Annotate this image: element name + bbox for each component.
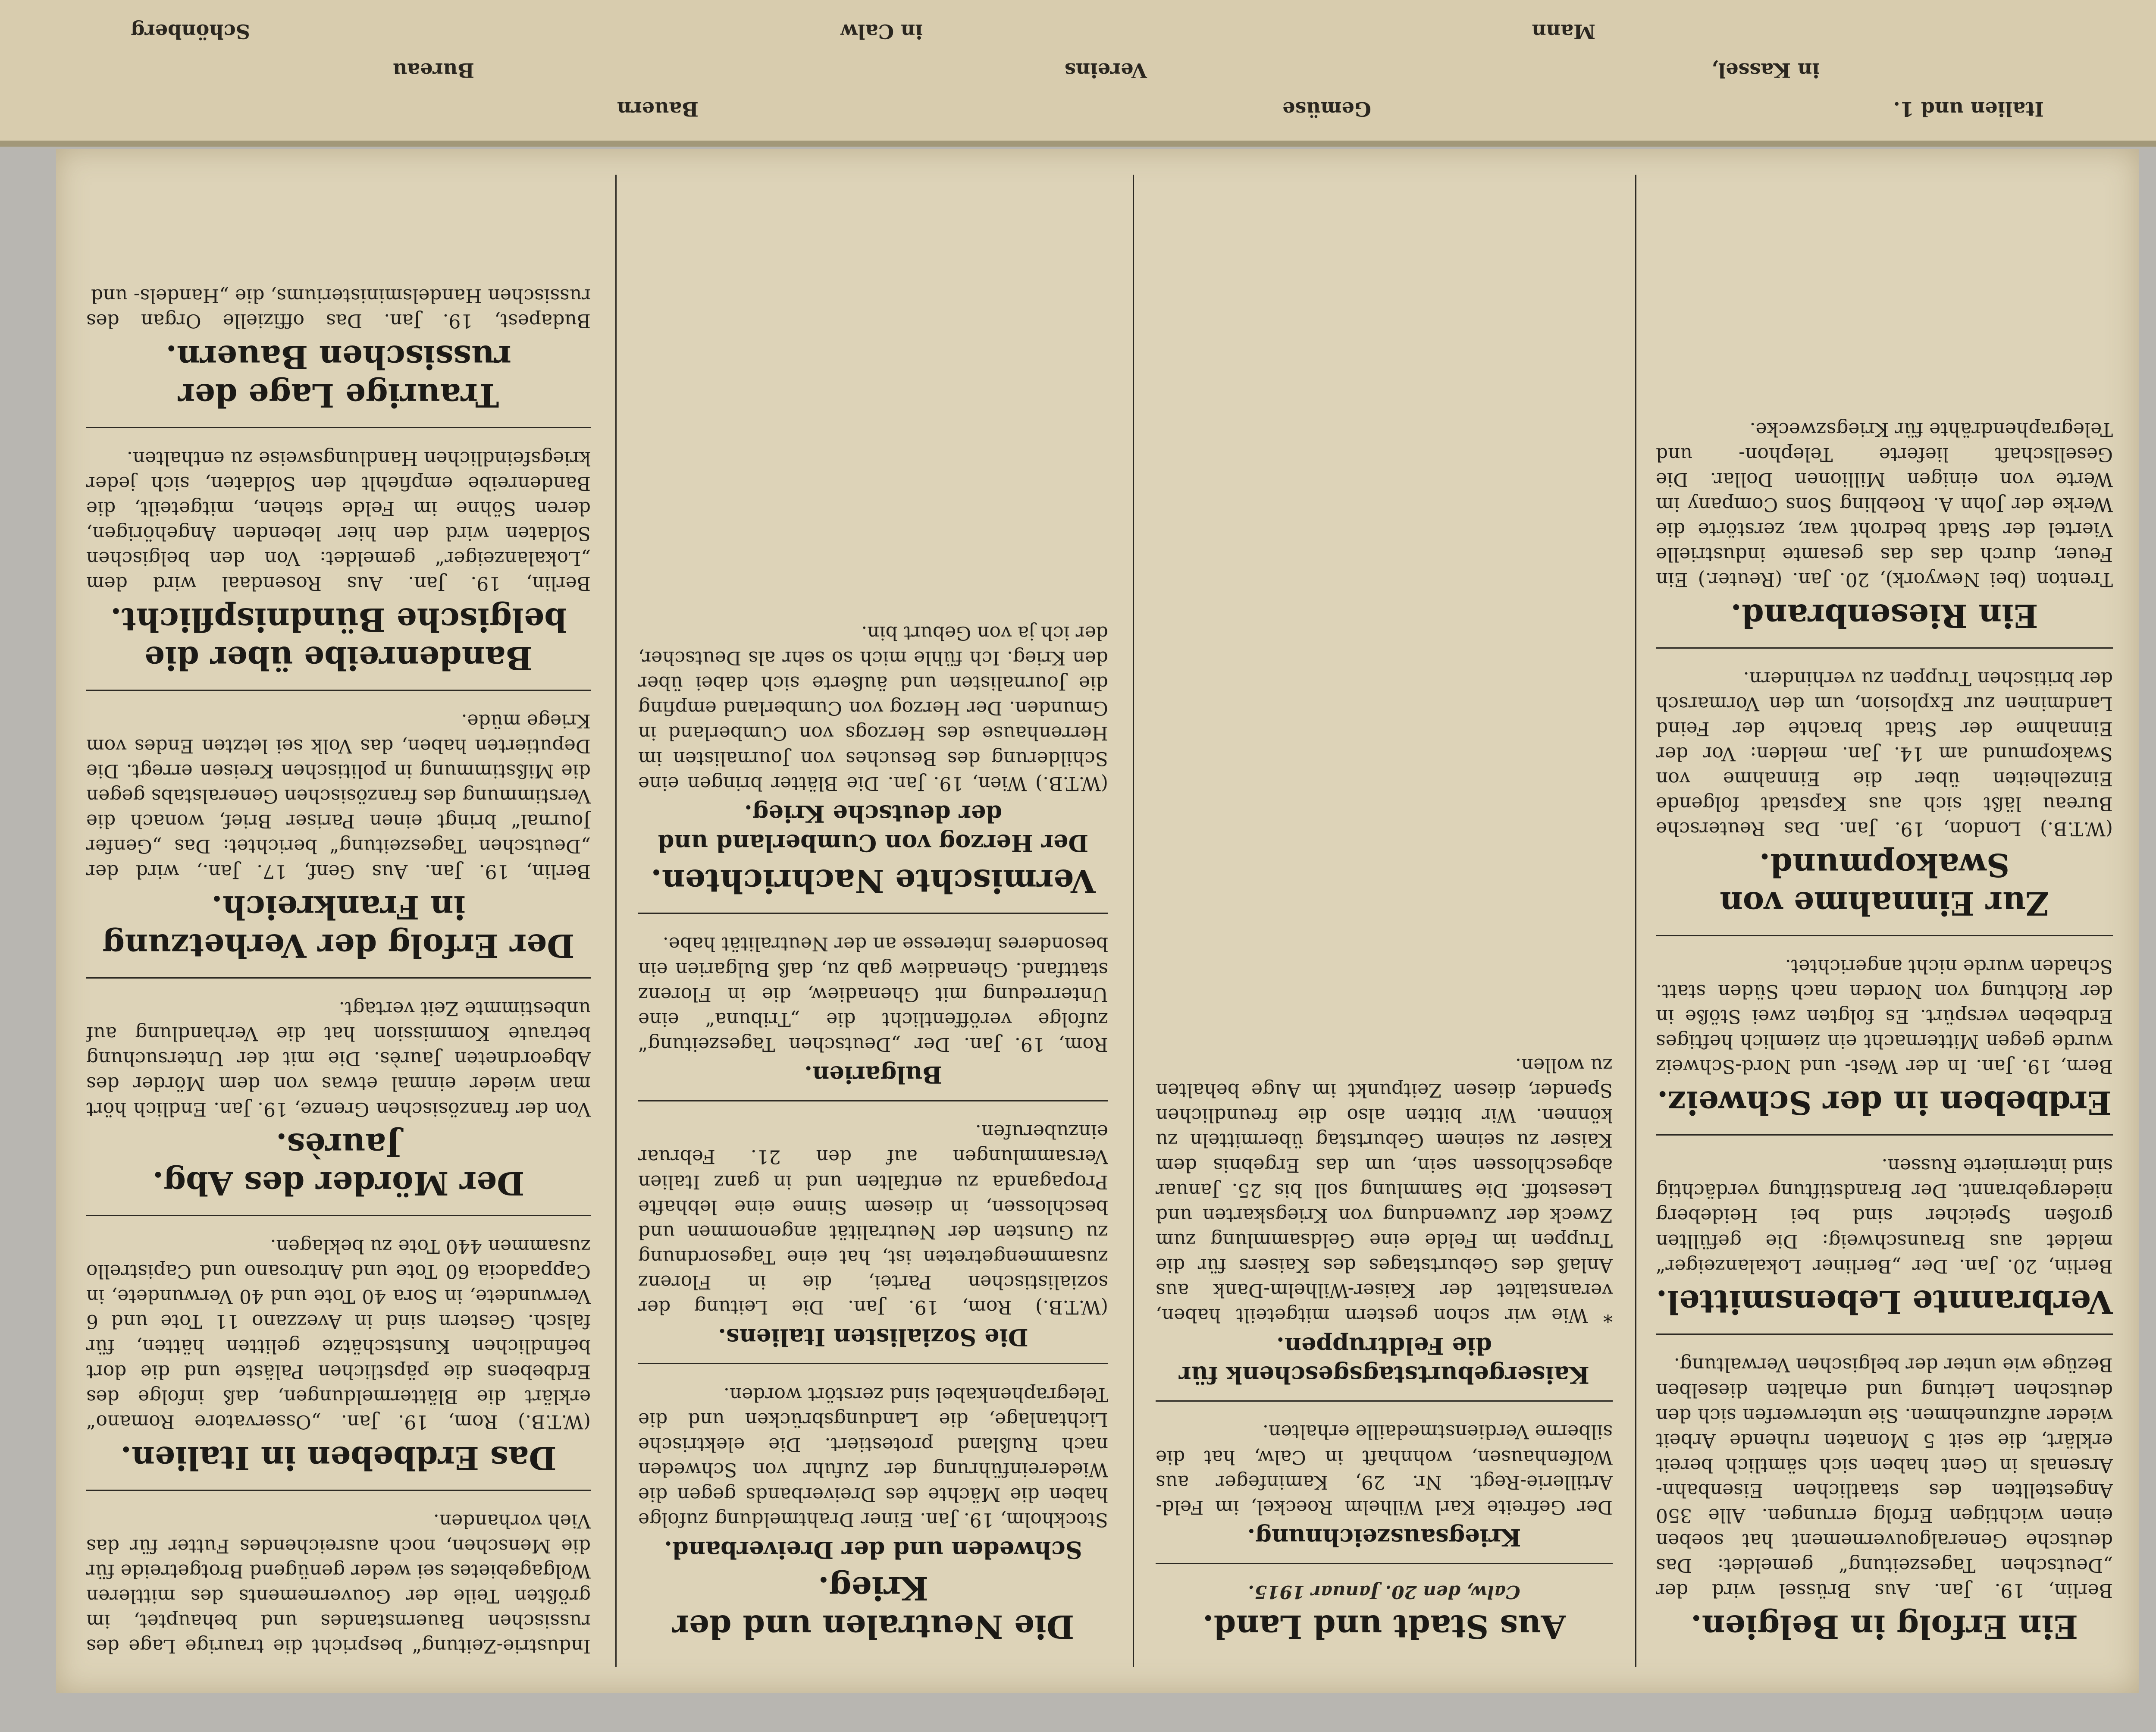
article-body: Berlin, 19. Jan. Aus Rosendaal wird dem „Lokalanzeiger“ gemeldet: Von den belgischen Soldaten wird den hier lebenden Angehörigen, deren Söhne im Felde stehen, mitgeteilt, die Bandenreibe empfiehlt den Soldaten, sich jeder kriegsfeindlichen Handlungsweise zu enthalten.	[86, 447, 591, 595]
article-body: Berlin, 19. Jan. Aus Brüssel wird der „Deutschen Tageszeitung“ gemeldet: Das deutsche Generalgouvernement hat soeben einen wichtigen Erfolg errungen. Alle 350 Angestellten des staatlichen Eisenbahn-Arsenals in Gent haben sich sämtlich bereit erklärt, die seit 5 Monaten ruhende Arbeit wieder aufzunehmen. Sie unterwerfen sich den deutschen Leitung und erhalten dieselben Bezüge wie unter der belgischen Verwaltung.	[1656, 1354, 2113, 1602]
article-subheadline: Kaisergeburtstagsgeschenk für die Feldtruppen.	[1178, 1332, 1590, 1389]
article	[1156, 1419, 1613, 1552]
article-divider	[638, 1100, 1108, 1101]
column-rule	[1635, 175, 1636, 1667]
article-divider	[638, 913, 1108, 914]
article-headline: Der Mörder des Abg. Jaurès.	[152, 1126, 525, 1202]
column-4	[86, 175, 591, 1658]
page-fold	[0, 141, 2156, 147]
article-subheadline: Schweden und der Dreiverband.	[664, 1536, 1082, 1564]
article-subheadline: Der Herzog von Cumberland und der deutsche Krieg.	[658, 800, 1089, 857]
article-divider	[1156, 1400, 1613, 1402]
article	[1656, 666, 2113, 922]
column-3	[638, 175, 1108, 1658]
article-body: Der Gefreite Karl Wilhelm Roeckel, im Feld-Artillerie-Regt. Nr. 29, Kaminfeger aus Wolfenhausen, wohnhaft in Calw, hat die silberne Verdienstmedaille erhalten.	[1156, 1421, 1613, 1518]
article-divider	[86, 427, 591, 428]
article	[86, 283, 591, 414]
article-divider	[86, 690, 591, 691]
article-divider	[1656, 1134, 2113, 1136]
article-divider	[86, 1490, 591, 1491]
article	[638, 931, 1108, 1089]
article-headline: Die Neutralen und der Krieg.	[672, 1569, 1075, 1645]
article-body: Von der französischen Grenze, 19. Jan. Endlich hört man wieder einmal etwas von dem Mörder des Abgeordneten Jaurès. Die mit der Untersuchung betraute Kommission hat die Verhandlung auf unbestimmte Zeit vertagt.	[86, 998, 591, 1120]
article	[638, 620, 1108, 900]
article-body: * Wie wir schon gestern mitgeteilt haben, veranstaltet der Kaiser-Wilhelm-Dank aus Anlaß des Geburtstages des Kaisers für die Truppen im Felde eine Geldsammlung zum Zweck der Zuwendung von Kriegskarten und Lesestoff. Die Sammlung soll bis 25. Januar abgeschlossen sein, um das Ergebnis dem Kaiser zu seinem Geburtstag übermitteln zu können. Wir bitten also die freundlichen Spender, diesen Zeitpunkt im Auge behalten zu wollen.	[1156, 1054, 1613, 1327]
snippet-text: Mann	[1532, 20, 1595, 43]
article-headline: Erdbeben in der Schweiz.	[1657, 1084, 2112, 1121]
article-subheadline: Bulgarien.	[804, 1061, 942, 1089]
article-subheadline: Kriegsauszeichnung.	[1247, 1524, 1521, 1552]
article-body: Stockholm, 19. Jan. Einer Drahtmeldung zufolge haben die Mächte des Dreiverbands gegen die Wiedereinführung der Zufuhr von Schweden nach Rußland protestiert. Die elektrische Lichtanlage, die Landungsbrücken und die Telegraphenkabel sind zerstört worden.	[638, 1383, 1108, 1531]
column-rule	[1133, 175, 1134, 1667]
previous-page-text	[17, 4, 2044, 134]
article-body: Berlin, 19. Jan. Aus Genf, 17. Jan., wird der „Deutschen Tageszeitung“ berichtet: Das „Genfer Journal“ bringt einen Pariser Brief, wonach die Verstimmung des französischen Generalstabs gegen die Mißstimmung in politischen Kreisen erregt. Die Deputierten haben, das Volk sei letzten Endes vom Kriege müde.	[86, 710, 591, 882]
article-body: Berlin, 20. Jan. Der „Berliner Lokalanzeiger“ meldet aus Braunschweig: Die gefüllten großen Speicher sind bei Heideberg niedergebrannt. Der Brandstiftung verdächtig sind internierte Russen.	[1656, 1155, 2113, 1277]
article-body: Trenton (bei Newyork), 20. Jan. (Reuter.) Ein Feuer, durch das das gesamte industrielle Viertel der Stadt bedroht war, zerstörte die Werke der John A. Roebling Sons Company im Werte von einigen Millionen Dollar. Die Gesellschaft lieferte Telephon- und Telegraphendrähte für Kriegszwecke.	[1656, 418, 2113, 591]
article-body: (W.T.B.) London, 19. Jan. Das Reutersche Bureau läßt sich aus Kapstadt folgende Einzelheiten über die Einnahme von Swakopmund am 14. Jan. melden: Vor der Einnahme der Stadt brachte der Feind Landminen zur Explosion, um den Vormarsch der britischen Truppen zu verhindern.	[1656, 667, 2113, 840]
article-divider	[1656, 1334, 2113, 1335]
article-headline: Ein Riesenbrand.	[1730, 596, 2038, 634]
article	[1656, 1153, 2113, 1321]
article	[1656, 1352, 2113, 1645]
previous-page-strip	[0, 0, 2156, 147]
article-body: Industrie-Zeitung“ bespricht die traurige Lage des russischen Bauernstandes und behauptet, im größten Teile der Gouvernements des mittleren Wolgagebietes sei weder genügend Brotgetreide für die Menschen, noch ausreichendes Futter für das Vieh vorhanden.	[86, 1509, 591, 1657]
article-headline: Das Erdbeben in Italien.	[120, 1439, 557, 1476]
article-body: Budapest, 19. Jan. Das offizielle Organ des russischen Handelsministeriums, die „Handels- und	[86, 285, 591, 332]
snippet-text: Gemüse	[1282, 97, 1371, 121]
snippet-text: in Kassel,	[1711, 59, 1820, 82]
article-divider	[86, 1215, 591, 1216]
article	[1656, 954, 2113, 1121]
snippet-text: in Calw	[840, 20, 923, 43]
rotated-page-content	[56, 149, 2139, 1693]
snippet-text: Bureau	[392, 59, 474, 82]
snippet-text: Vereins	[1064, 59, 1147, 82]
article-divider	[1156, 1563, 1613, 1564]
article	[86, 446, 591, 677]
article-body: Bern, 19. Jan. In der West- und Nord-Schweiz wurde gegen Mitternacht ein ziemlich heftiges Erdbeben verspürt. Es folgten zwei Stöße in der Richtung von Norden nach Süden statt. Schaden wurde nicht angerichtet.	[1656, 955, 2113, 1078]
article-dateline: Calw, den 20. Januar 1915.	[1248, 1581, 1520, 1603]
article-headline: Bandenreibe über die belgische Bündnispflicht.	[110, 601, 567, 676]
article-divider	[86, 977, 591, 979]
article-headline: Vermischte Nachrichten.	[651, 862, 1096, 900]
article	[86, 1233, 591, 1476]
article-body: (W.T.B.) Rom, 19. Jan. „Osservatore Romano“ erklärt die Blättermeldungen, daß infolge des Erdbebens die päpstlichen Paläste und die dort befindlichen Kunstschätze gelitten hätten, für falsch. Gestern sind in Avezzano 11 Tote und 6 Verwundete, in Sora 40 Tote und 40 Verwundete, in Cappadocia 60 Tote und Antrosano und Capistrello zusammen 440 Tote zu beklagen.	[86, 1235, 591, 1433]
article-headline: Ein Erfolg in Belgien.	[1690, 1608, 2078, 1645]
article	[638, 1381, 1108, 1645]
article	[86, 708, 591, 964]
article-divider	[1656, 935, 2113, 936]
article-subheadline: Die Sozialisten Italiens.	[718, 1324, 1028, 1352]
article-headline: Aus Stadt und Land.	[1202, 1608, 1566, 1645]
column-1	[1656, 175, 2113, 1658]
article-body: Rom, 19. Jan. Der „Deutschen Tageszeitung“ zufolge veröffentlicht die „Tribuna“ eine Unterredung mit Ghenadiew, die in Florenz stattfand. Ghenadiew gab zu, daß Bulgarien ein besonderes Interesse an der Neutralität habe.	[638, 933, 1108, 1055]
newspaper-page	[56, 149, 2139, 1693]
column-2	[1156, 175, 1613, 1658]
snippet-text: Schönberg	[131, 20, 250, 43]
column-rule	[615, 175, 617, 1667]
article-body: (W.T.B.) Wien, 19. Jan. Die Blätter bringen eine Schilderung des Besuches von Journalisten im Herrenhause des Herzogs von Cumberland in Gmunden. Der Herzog von Cumberland empfing die Journalisten und äußerte sich dabei über den Krieg. Ich fühle mich so sehr als Deutscher, der ich ja von Geburt bin.	[638, 622, 1108, 794]
article	[638, 1119, 1108, 1352]
article-divider	[638, 1363, 1108, 1364]
article-divider	[1656, 647, 2113, 649]
article	[1656, 417, 2113, 634]
article-headline: Der Erfolg der Verhetzung in Frankreich.	[102, 888, 575, 964]
article	[86, 1508, 591, 1658]
article-headline: Zur Einnahme von Swakopmund.	[1720, 846, 2049, 922]
article	[86, 996, 591, 1202]
article	[1156, 1581, 1613, 1645]
snippet-text: Italien und 1.	[1893, 97, 2044, 121]
article-headline: Verbrannte Lebensmittel.	[1656, 1283, 2113, 1321]
article-headline: Traurige Lage der russischen Bauern.	[166, 338, 511, 414]
article	[1156, 1052, 1613, 1390]
article-body: (W.T.B.) Rom, 19. Jan. Die Leitung der sozialistischen Partei, die in Florenz zusammengetreten ist, hat eine Tagesordnung zu Gunsten der Neutralität angenommen und beschlossen, in diesem Sinne eine lebhafte Propaganda zu entfalten und in ganz Italien Versammlungen auf den 21. Februar einzuberufen.	[638, 1120, 1108, 1318]
snippet-text: Bauern	[617, 97, 699, 121]
